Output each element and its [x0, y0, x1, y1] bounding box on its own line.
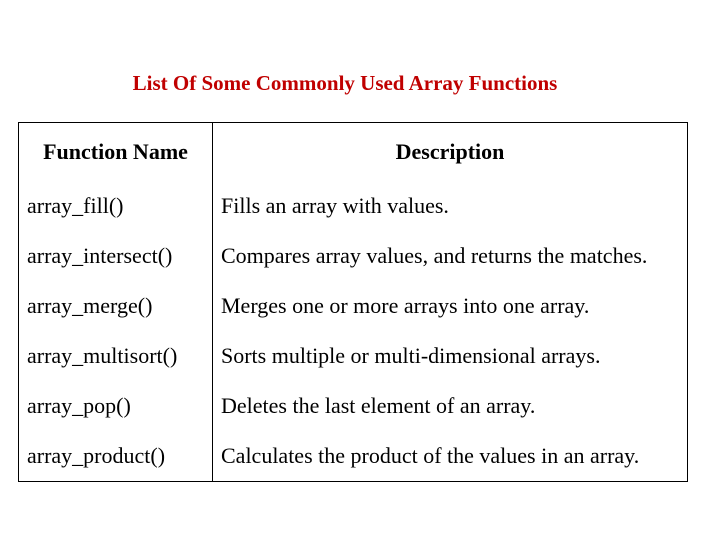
description-cell: Compares array values, and returns the matches. — [221, 243, 648, 268]
function-name-cell: array_intersect() — [19, 231, 213, 281]
table-header-row — [19, 123, 688, 182]
table-row — [19, 331, 688, 381]
description-cell: Deletes the last element of an array. — [221, 393, 536, 418]
column-header-function-name: Function Name — [19, 123, 213, 182]
column-header-description: Description — [395, 139, 505, 164]
function-name-cell: array_pop() — [19, 381, 213, 431]
description-cell: Merges one or more arrays into one array. — [221, 293, 590, 318]
description-cell: Sorts multiple or multi-dimensional arrays. — [221, 343, 601, 368]
function-name-cell: array_multisort() — [19, 331, 213, 381]
table-row — [19, 431, 688, 482]
description-cell: Calculates the product of the values in an array. — [221, 443, 640, 468]
page-title: List Of Some Commonly Used Array Functions — [132, 71, 558, 95]
function-name-cell: array_merge() — [19, 281, 213, 331]
array-functions-table — [18, 122, 688, 482]
function-name-cell: array_fill() — [19, 181, 213, 231]
table-row — [19, 281, 688, 331]
description-cell: Fills an array with values. — [221, 193, 449, 218]
table-row — [19, 231, 688, 281]
function-name-cell: array_product() — [19, 431, 213, 482]
table-row — [19, 181, 688, 231]
table-row — [19, 381, 688, 431]
